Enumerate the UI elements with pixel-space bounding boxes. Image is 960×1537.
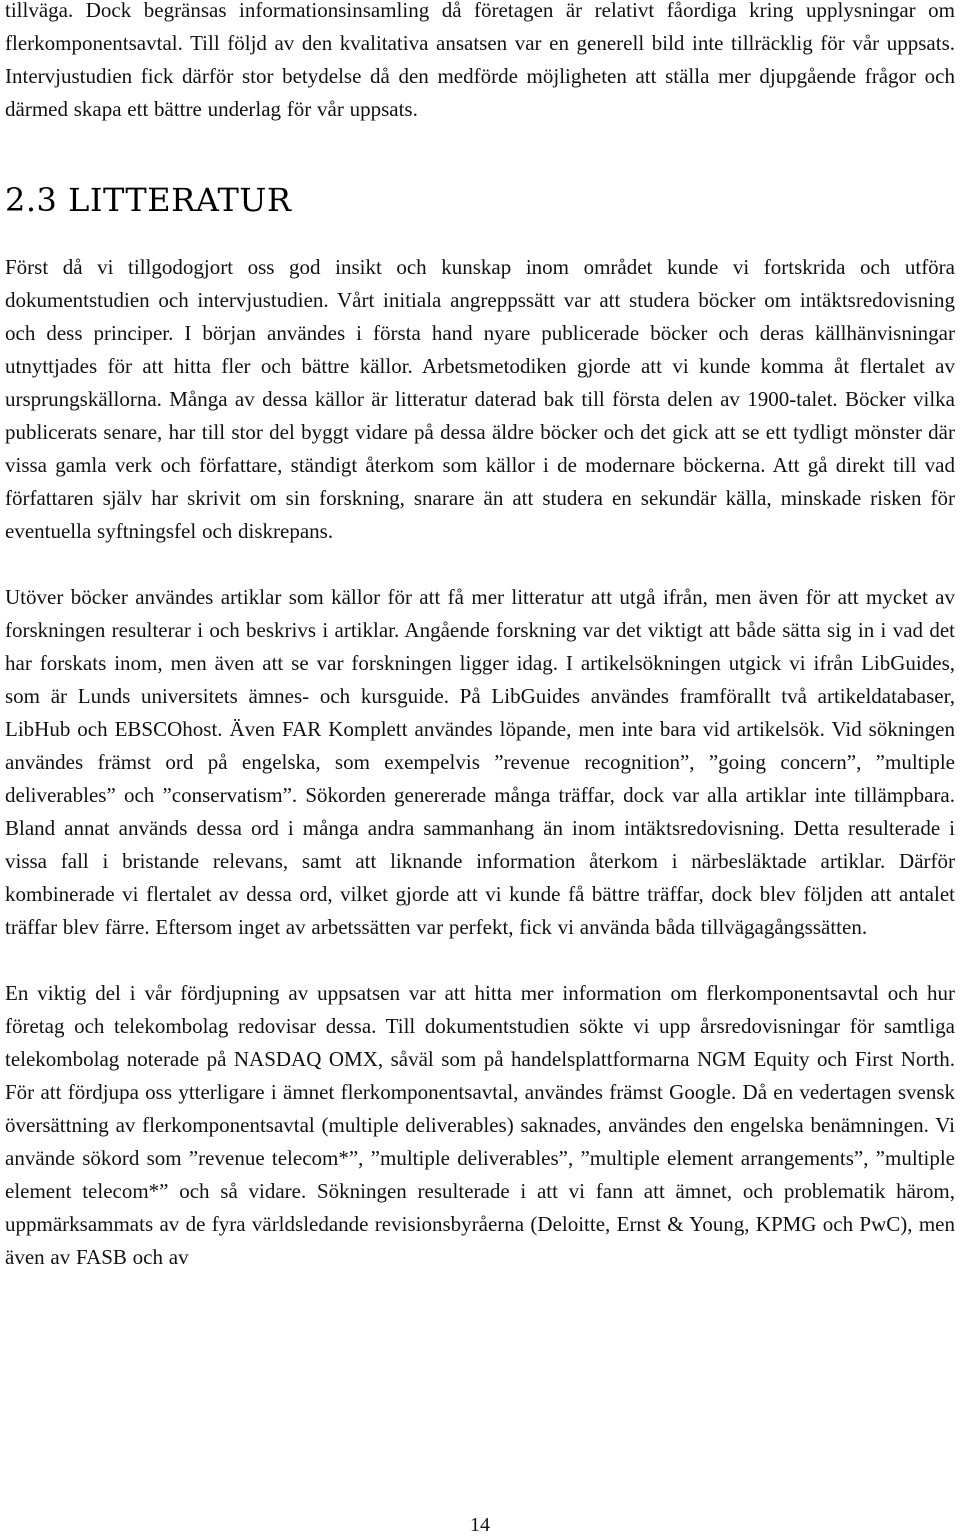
spacer xyxy=(5,220,955,251)
spacer xyxy=(5,126,955,180)
paragraph-literature-multiple-deliverables: En viktig del i vår fördjupning av uppsatsen var att hitta mer information om flerkomponentsavtal och hur företag och telekombolag redovisar dessa. Till dokumentstudien sökte vi upp årsredovisningar för samtliga telekombolag noterade på NASDAQ OMX, såväl som på handelsplattformarna NGM Equity och First North. För att fördjupa oss ytterligare i ämnet flerkomponentsavtal, användes främst Google. Då en vedertagen svensk översättning av flerkomponentsavtal (multiple deliverables) saknades, användes den engelska benämningen. Vi använde sökord som ”revenue telecom*”, ”multiple deliverables”, ”multiple element arrangements”, ”multiple element telecom*” och så vidare. Sökningen resulterade i att vi fann att ämnet, och problematik härom, uppmärksammats av de fyra världsledande revisionsbyråerna (Deloitte, Ernst & Young, KPMG och PwC), men även av FASB och av xyxy=(5,981,955,1269)
paragraph-continued: tillväga. Dock begränsas informationsinsamling då företagen är relativt fåordiga kring upplysningar om flerkomponentsavtal. Till följd av den kvalitativa ansatsen var en generell bild inte tillräcklig för vår uppsats. Intervjustudien fick därför stor betydelse då den medförde möjligheten att ställa mer djupgående frågor och därmed skapa ett bättre underlag för vår uppsats. xyxy=(5,0,955,121)
spacer xyxy=(5,944,955,977)
paragraph-literature-articles: Utöver böcker användes artiklar som källor för att få mer litteratur att utgå ifrån, men även för att mycket av forskningen resulterar i och beskrivs i artiklar. Angående forskning var det viktigt att både sätta sig in i vad det har forskats inom, men även att se var forskningen ligger idag. I artikelsökningen utgick vi ifrån LibGuides, som är Lunds universitets ämnes- och kursguide. På LibGuides användes framförallt två artikeldatabaser, LibHub och EBSCOhost. Även FAR Komplett användes löpande, men inte bara vid artikelsök. Vid sökningen användes främst ord på engelska, som exempelvis ”revenue recognition”, ”going concern”, ”multiple deliverables” och ”conservatism”. Sökorden genererade många träffar, dock var alla artiklar inte tillämpbara. Bland annat används dessa ord i många andra sammanhang än inom intäktsredovisning. Detta resulterade i vissa fall i bristande relevans, samt att liknande information återkom i närbesläktade artiklar. Därför kombinerade vi flertalet av dessa ord, vilket gjorde att vi kunde få bättre träffar, dock blev följden att antalet träffar blev färre. Eftersom inget av arbetssätten var perfekt, fick vi använda båda tillvägagångssätten. xyxy=(5,585,955,939)
section-heading: 2.3 LITTERATUR xyxy=(5,181,292,219)
spacer xyxy=(5,548,955,581)
document-page xyxy=(5,0,955,1274)
page-number: 14 xyxy=(470,1514,490,1536)
paragraph-literature-books: Först då vi tillgodogjort oss god insikt och kunskap inom området kunde vi fortskrida och utföra dokumentstudien och intervjustudien. Vårt initiala angreppssätt var att studera böcker om intäktsredovisning och dess principer. I början användes i första hand nyare publicerade böcker och deras källhänvisningar utnyttjades för att hitta fler och bättre källor. Arbetsmetodiken gjorde att vi kunde komma åt flertalet av ursprungskällorna. Många av dessa källor är litteratur daterad bak till första delen av 1900-talet. Böcker vilka publicerats senare, har till stor del byggt vidare på dessa äldre böcker och det gick att se ett tydligt mönster där vissa gamla verk och författare, ständigt återkom som källor i de modernare böckerna. Att gå direkt till vad författaren själv har skrivit om sin forskning, snarare än att studera en sekundär källa, minskade risken för eventuella syftningsfel och diskrepans. xyxy=(5,255,955,543)
